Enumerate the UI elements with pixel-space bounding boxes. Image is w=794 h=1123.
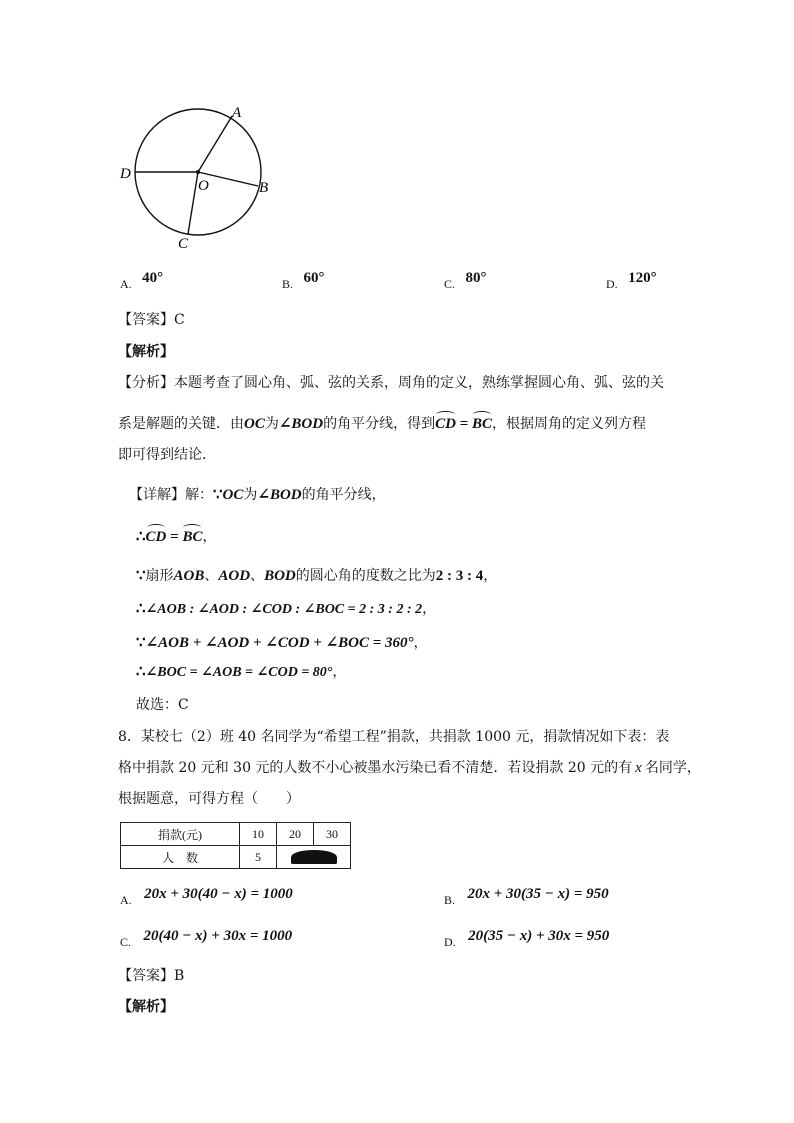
option-letter: B. xyxy=(444,893,456,907)
center-point xyxy=(196,170,200,174)
option-letter: A. xyxy=(120,277,132,291)
math-arc-bc: BC xyxy=(182,529,203,545)
q7-option-b xyxy=(282,270,325,294)
math-oc: OC xyxy=(244,416,265,432)
option-letter: A. xyxy=(120,893,132,907)
q8-answer: 【答案】B xyxy=(118,968,185,984)
q7-detail-line5 xyxy=(136,633,428,653)
q7-detail-line1 xyxy=(129,485,386,505)
therefore-symbol: ∴ xyxy=(136,664,146,680)
table-row xyxy=(121,823,351,846)
header-cell: 30 xyxy=(314,823,351,846)
q7-detail-line6 xyxy=(136,662,346,683)
math-aod: AOD xyxy=(218,568,251,584)
q7-detail-line2 xyxy=(136,527,216,547)
text: 为 xyxy=(264,416,279,432)
math-sum-equation: ∠AOB + ∠AOD + ∠COD + ∠BOC = 360° xyxy=(145,635,414,651)
header-cell: 20 xyxy=(277,823,314,846)
option-letter: D. xyxy=(444,935,456,949)
math-eq: = xyxy=(455,416,472,432)
text: 格中捐款 20 元和 30 元的人数不小心被墨水污染已看不清楚．若设捐款 20 元的有 xyxy=(118,760,633,776)
q8-option-c xyxy=(120,928,293,952)
q7-option-a xyxy=(120,270,164,294)
text: 系是解题的关键．由 xyxy=(118,416,244,432)
header-cell: 捐款(元) xyxy=(121,823,240,846)
text: 扇形 xyxy=(145,568,174,584)
text: 的角平分线， xyxy=(301,487,386,503)
table-row xyxy=(121,846,351,869)
label-d: D xyxy=(120,166,131,182)
text: ， xyxy=(413,635,428,651)
q7-detail-line3 xyxy=(136,566,497,586)
option-value: 20x + 30(40 − x) = 1000 xyxy=(144,886,293,902)
header-cell: 10 xyxy=(240,823,277,846)
text: ，根据周角的定义列方程 xyxy=(492,416,647,432)
math-aob: AOB xyxy=(173,568,205,584)
math-eq: = xyxy=(166,529,183,545)
option-value: 20(35 − x) + 30x = 950 xyxy=(468,928,610,944)
option-letter: C. xyxy=(120,935,132,949)
option-value: 20x + 30(35 − x) = 950 xyxy=(467,886,609,902)
option-value: 120° xyxy=(628,270,657,286)
option-value: 60° xyxy=(303,270,325,286)
ink-blot-cell xyxy=(277,846,314,869)
math-arc-cd: CD xyxy=(145,529,167,545)
because-symbol: ∵ xyxy=(136,635,146,651)
q8-stem-line2 xyxy=(118,758,701,778)
row-label-cell: 人 数 xyxy=(121,846,240,869)
count-cell: 5 xyxy=(240,846,277,869)
q7-choose: 故选：C xyxy=(136,697,189,713)
option-value: 20(40 − x) + 30x = 1000 xyxy=(143,928,293,944)
q7-fenxi-line2 xyxy=(118,414,646,434)
label-b: B xyxy=(259,180,269,196)
math-oc: OC xyxy=(222,487,244,503)
q7-fenxi-line3: 即可得到结论． xyxy=(118,447,216,463)
because-symbol: ∵ xyxy=(136,568,146,584)
because-symbol: ∵ xyxy=(213,487,223,503)
text: 【详解】解： xyxy=(129,487,213,503)
therefore-symbol: ∴ xyxy=(136,529,146,545)
radius-oc xyxy=(188,172,198,234)
option-letter: D. xyxy=(606,277,618,291)
text: 为 xyxy=(243,487,258,503)
text: ， xyxy=(202,529,217,545)
option-value: 40° xyxy=(142,270,164,286)
math-ratio: 2 : 3 : 4 xyxy=(435,568,484,584)
text: ， xyxy=(483,568,498,584)
q8-analysis-heading: 【解析】 xyxy=(118,999,174,1015)
math-x: x xyxy=(635,760,642,776)
label-a: A xyxy=(232,105,242,121)
text: 、 xyxy=(250,568,265,584)
q8-stem-line1: 8．某校七（2）班 40 名同学为“希望工程”捐款，共捐款 1000 元，捐款情况如下表：表 xyxy=(118,729,670,745)
donation-table xyxy=(120,822,351,869)
math-arc-cd: CD xyxy=(435,416,456,432)
math-angle-bod: ∠BOD xyxy=(257,487,302,503)
q7-option-c xyxy=(444,270,487,294)
q7-option-d xyxy=(606,270,657,294)
option-letter: B. xyxy=(282,277,294,291)
text: 的圆心角的度数之比为 xyxy=(295,568,436,584)
text: ， xyxy=(332,664,347,680)
therefore-symbol: ∴ xyxy=(136,601,146,617)
math-angle-bod: ∠BOD xyxy=(278,416,324,432)
q7-detail-line4 xyxy=(136,599,436,620)
math-result-equation: ∠BOC = ∠AOB = ∠COD = 80° xyxy=(145,665,333,680)
q8-option-b xyxy=(444,886,609,910)
radius-oa xyxy=(198,116,232,172)
option-value: 80° xyxy=(465,270,487,286)
q7-answer: 【答案】C xyxy=(118,312,185,328)
q8-stem-line3: 根据题意，可得方程（ ） xyxy=(118,791,300,807)
math-ratio-equation: ∠AOB : ∠AOD : ∠COD : ∠BOC = 2 : 3 : 2 : 2 xyxy=(145,602,423,617)
text: 名同学， xyxy=(644,760,701,776)
math-bod: BOD xyxy=(264,568,296,584)
label-o: O xyxy=(198,178,209,194)
q8-option-d xyxy=(444,928,610,952)
q7-fenxi-line1: 【分析】本题考查了圆心角、弧、弦的关系，周角的定义，熟练掌握圆心角、弧、弦的关 xyxy=(118,375,664,391)
math-arc-bc: BC xyxy=(472,416,493,432)
circle-figure xyxy=(110,96,290,256)
label-c: C xyxy=(178,236,189,252)
text: 的角平分线，得到 xyxy=(323,416,436,432)
text: ， xyxy=(422,601,437,617)
ink-blot-cell xyxy=(314,846,351,869)
option-letter: C. xyxy=(444,277,456,291)
text: 、 xyxy=(204,568,219,584)
q8-option-a xyxy=(120,886,293,910)
q7-analysis-heading: 【解析】 xyxy=(118,344,174,360)
